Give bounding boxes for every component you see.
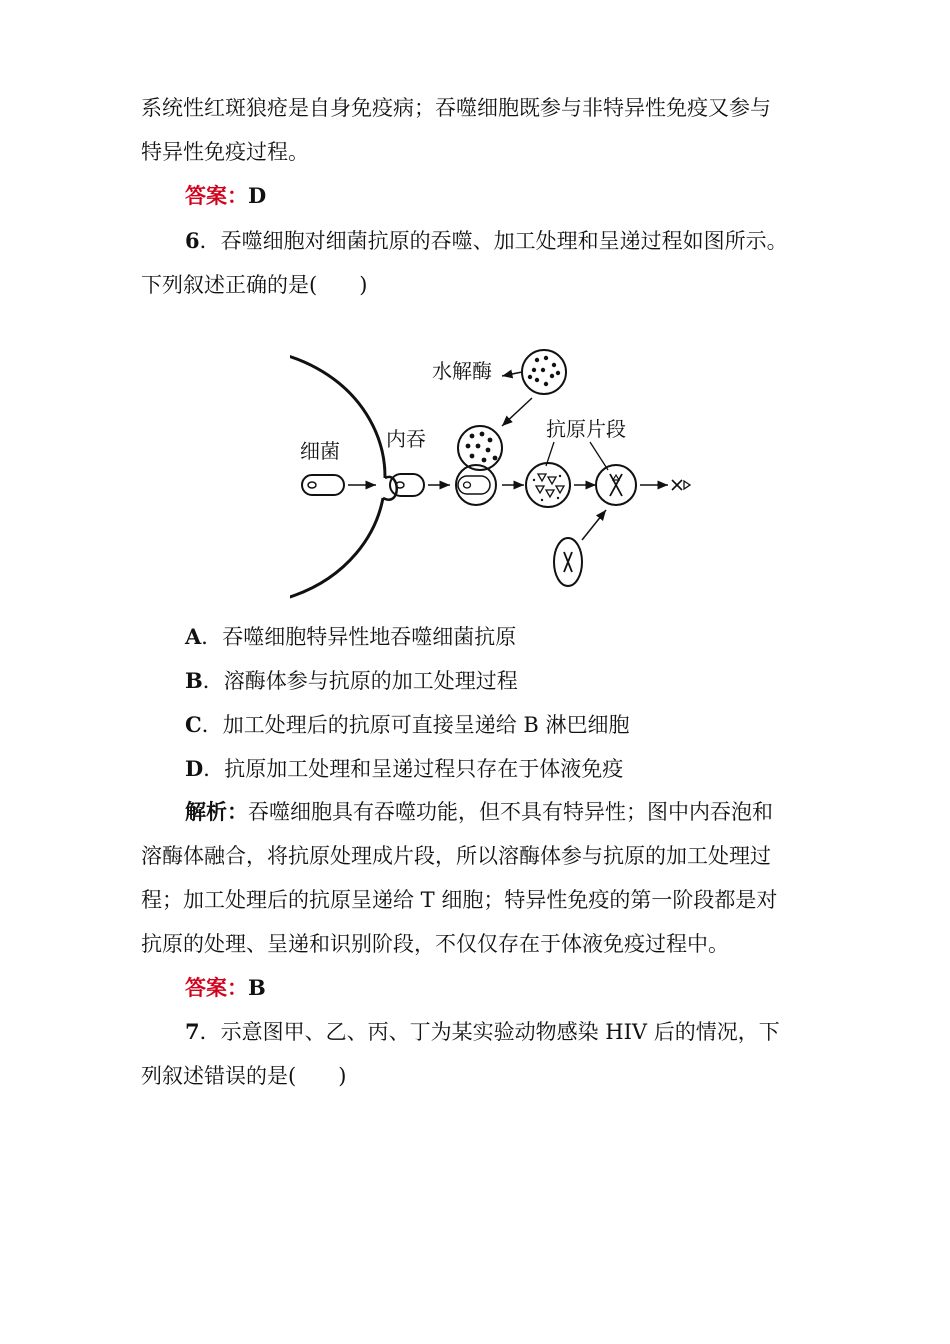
q6-stem-line-2: 下列叙述正确的是( ) xyxy=(141,273,368,297)
q6-number: 6 xyxy=(185,228,200,253)
answer-label: 答案： xyxy=(185,183,248,208)
option-d-text: ．抗原加工处理和呈递过程只存在于体液免疫 xyxy=(203,757,624,781)
answer-6-value: B xyxy=(248,975,266,1000)
mhc-molecule-vesicle xyxy=(554,538,582,586)
option-c xyxy=(185,711,630,739)
option-d-letter: D xyxy=(185,756,204,781)
option-b-text: ．溶酶体参与抗原的加工处理过程 xyxy=(202,669,518,693)
q7-stem-line-2: 列叙述错误的是( ) xyxy=(141,1064,347,1088)
label-endocytosis: 内吞 xyxy=(386,427,426,451)
q7-number: 7 xyxy=(185,1019,200,1044)
answer-6-label: 答案： xyxy=(185,975,248,1000)
answer-6 xyxy=(185,974,266,1002)
prev-explanation-line-1: 系统性红斑狼疮是自身免疫病；吞噬细胞既参与非特异性免疫又参与 xyxy=(141,96,771,120)
antigen-fragment-vesicle xyxy=(526,463,570,507)
label-antigen-fragment: 抗原片段 xyxy=(546,417,626,441)
phagocytosis-diagram xyxy=(290,330,710,620)
phagocyte-cell xyxy=(290,349,385,605)
option-b xyxy=(185,667,518,695)
bacterium xyxy=(302,475,344,495)
answer-5 xyxy=(185,182,266,210)
label-bacteria: 细菌 xyxy=(300,439,340,463)
option-b-letter: B xyxy=(185,668,203,693)
q6-stem-line-1 xyxy=(185,227,788,255)
analysis-line-4: 抗原的处理、呈递和识别阶段，不仅仅存在于体液免疫过程中。 xyxy=(141,932,729,956)
mhc-complex-vesicle xyxy=(596,465,636,505)
fusing-vesicle xyxy=(458,426,502,470)
prev-explanation-line-2: 特异性免疫过程。 xyxy=(141,140,309,164)
option-d xyxy=(185,755,623,783)
answer-value: D xyxy=(248,183,267,208)
option-a xyxy=(185,623,516,651)
option-c-letter: C xyxy=(185,712,202,737)
presented-antigen xyxy=(672,480,690,490)
lysosome xyxy=(522,350,566,394)
analysis-label: 解析： xyxy=(185,799,248,824)
analysis-line-1 xyxy=(185,798,773,826)
q7-stem-text-1: ．示意图甲、乙、丙、丁为某实验动物感染 HIV 后的情况，下 xyxy=(199,1020,780,1044)
phagolysosome xyxy=(456,465,496,505)
label-hydrolase: 水解酶 xyxy=(432,359,492,383)
q6-stem-text-1: ．吞噬细胞对细菌抗原的吞噬、加工处理和呈递过程如图所示。 xyxy=(199,229,788,253)
analysis-text-1: 吞噬细胞具有吞噬功能，但不具有特异性；图中内吞泡和 xyxy=(248,800,773,824)
option-a-letter: A xyxy=(185,624,202,649)
q7-stem-line-1 xyxy=(185,1018,780,1046)
option-c-text: ．加工处理后的抗原可直接呈递给 B 淋巴细胞 xyxy=(201,713,630,737)
option-a-text: ．吞噬细胞特异性地吞噬细菌抗原 xyxy=(201,625,517,649)
analysis-line-2: 溶酶体融合，将抗原处理成片段，所以溶酶体参与抗原的加工处理过 xyxy=(141,844,771,868)
analysis-line-3: 程；加工处理后的抗原呈递给 T 细胞；特异性免疫的第一阶段都是对 xyxy=(141,888,778,912)
